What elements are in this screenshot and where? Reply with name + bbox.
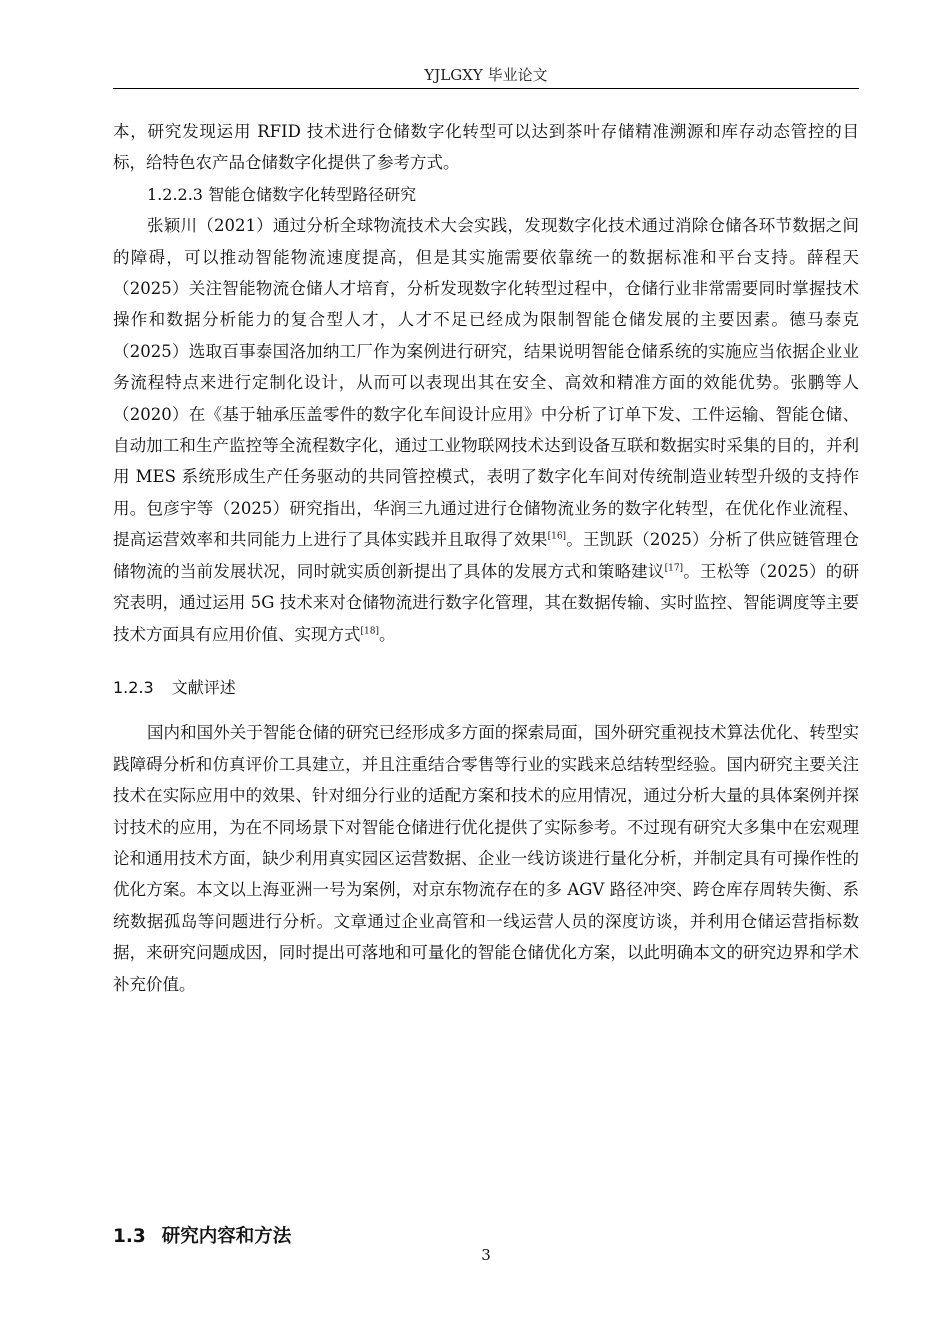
header-rule	[113, 88, 859, 89]
subsection-heading-1-2-2-3: 1.2.2.3 智能仓储数字化转型路径研究	[147, 184, 417, 204]
paragraph-text: 。王松等（2025）的研究表明，通过运用 5G 技术来对仓储物流进行数字化管理，其在数据传输、实时监控、智能调度等主要技术方面具有应用价值、实现方式	[113, 561, 860, 644]
section-title: 研究内容和方法	[161, 1226, 292, 1248]
paragraph-text: 张颖川（2021）通过分析全球物流技术大会实践，发现数字化技术通过消除仓储各环节数据之间的障碍，可以推动智能物流速度提高，但是其实施需要依靠统一的数据标准和平台支持。薛程天（2025）关注智能物流仓储人才培育，分析发现数字化转型过程中，仓储行业非常需要同时掌握技术操作和数据分析能力的复合型人才，人才不足已经成为限制智能仓储发展的主要因素。德马泰克（2025）选取百事泰国洛加纳工厂作为案例进行研究，结果说明智能仓储系统的实施应当依据企业业务流程特点来进行定制化设计，从而可以表现出其在安全、高效和精准方面的效能优势。张鹏等人（2020）在《基于轴承压盖零件的数字化车间设计应用》中分析了订单下发、工件运输、智能仓储、自动加工和生产监控等全流程数字化，通过工业物联网技术达到设备互联和数据实时采集的目的，并利用 MES 系统形成生产任务驱动的共同管控模式，表明了数字化车间对传统制造业转型升级的支持作用。包彦宇等（2025）研究指出，华润三九通过进行仓储物流业务的数字化转型，在优化作业流程、提高运营效率和共同能力上进行了具体实践并且取得了效果	[113, 216, 859, 550]
section-number: 1.2.3	[113, 677, 154, 697]
section-number: 1.3	[113, 1226, 146, 1248]
running-header: YJLGXY 毕业论文	[424, 66, 548, 84]
page-number: 3	[481, 1246, 491, 1264]
paragraph-text: 。	[378, 624, 396, 644]
section-title: 文献评述	[171, 677, 236, 697]
paragraph-continuation: 本，研究发现运用 RFID 技术进行仓储数字化转型可以达到茶叶存储精准溯源和库存动态管控的目标，给特色农产品仓储数字化提供了参考方式。	[113, 122, 859, 173]
paragraph-digital-transformation	[113, 210, 859, 650]
citation-18: [18]	[360, 626, 379, 636]
paragraph-literature-review: 国内和国外关于智能仓储的研究已经形成多方面的探索局面，国外研究重视技术算法优化、转型实践障碍分析和仿真评价工具建立，并且注重结合零售等行业的实践来总结转型经验。国内研究主要关注技术在实际应用中的效果、针对细分行业的适配方案和技术的应用情况，通过分析大量的具体案例并探讨技术的应用，为在不同场景下对智能仓储进行优化提供了实际参考。不过现有研究大多集中在宏观理论和通用技术方面，缺少利用真实园区运营数据、企业一线访谈进行量化分析，并制定具有可操作性的优化方案。本文以上海亚洲一号为案例，对京东物流存在的多 AGV 路径冲突、跨仓库存周转失衡、系统数据孤岛等问题进行分析。文章通过企业高管和一线运营人员的深度访谈，并利用仓储运营指标数据，来研究问题成因，同时提出可落地和可量化的智能仓储优化方案，以此明确本文的研究边界和学术补充价值。	[113, 723, 859, 994]
citation-17: [17]	[664, 563, 684, 574]
section-heading-1-3	[113, 1222, 291, 1248]
paragraph-text: 。王凯跃（2025）分析了供应链管理仓储物流的当前发展状况，同时就实质创新提出了具体的发展方式和策略建议	[113, 530, 860, 581]
body-text	[113, 116, 859, 1000]
section-heading-1-2-3	[113, 672, 859, 703]
citation-16: [16]	[547, 531, 567, 542]
